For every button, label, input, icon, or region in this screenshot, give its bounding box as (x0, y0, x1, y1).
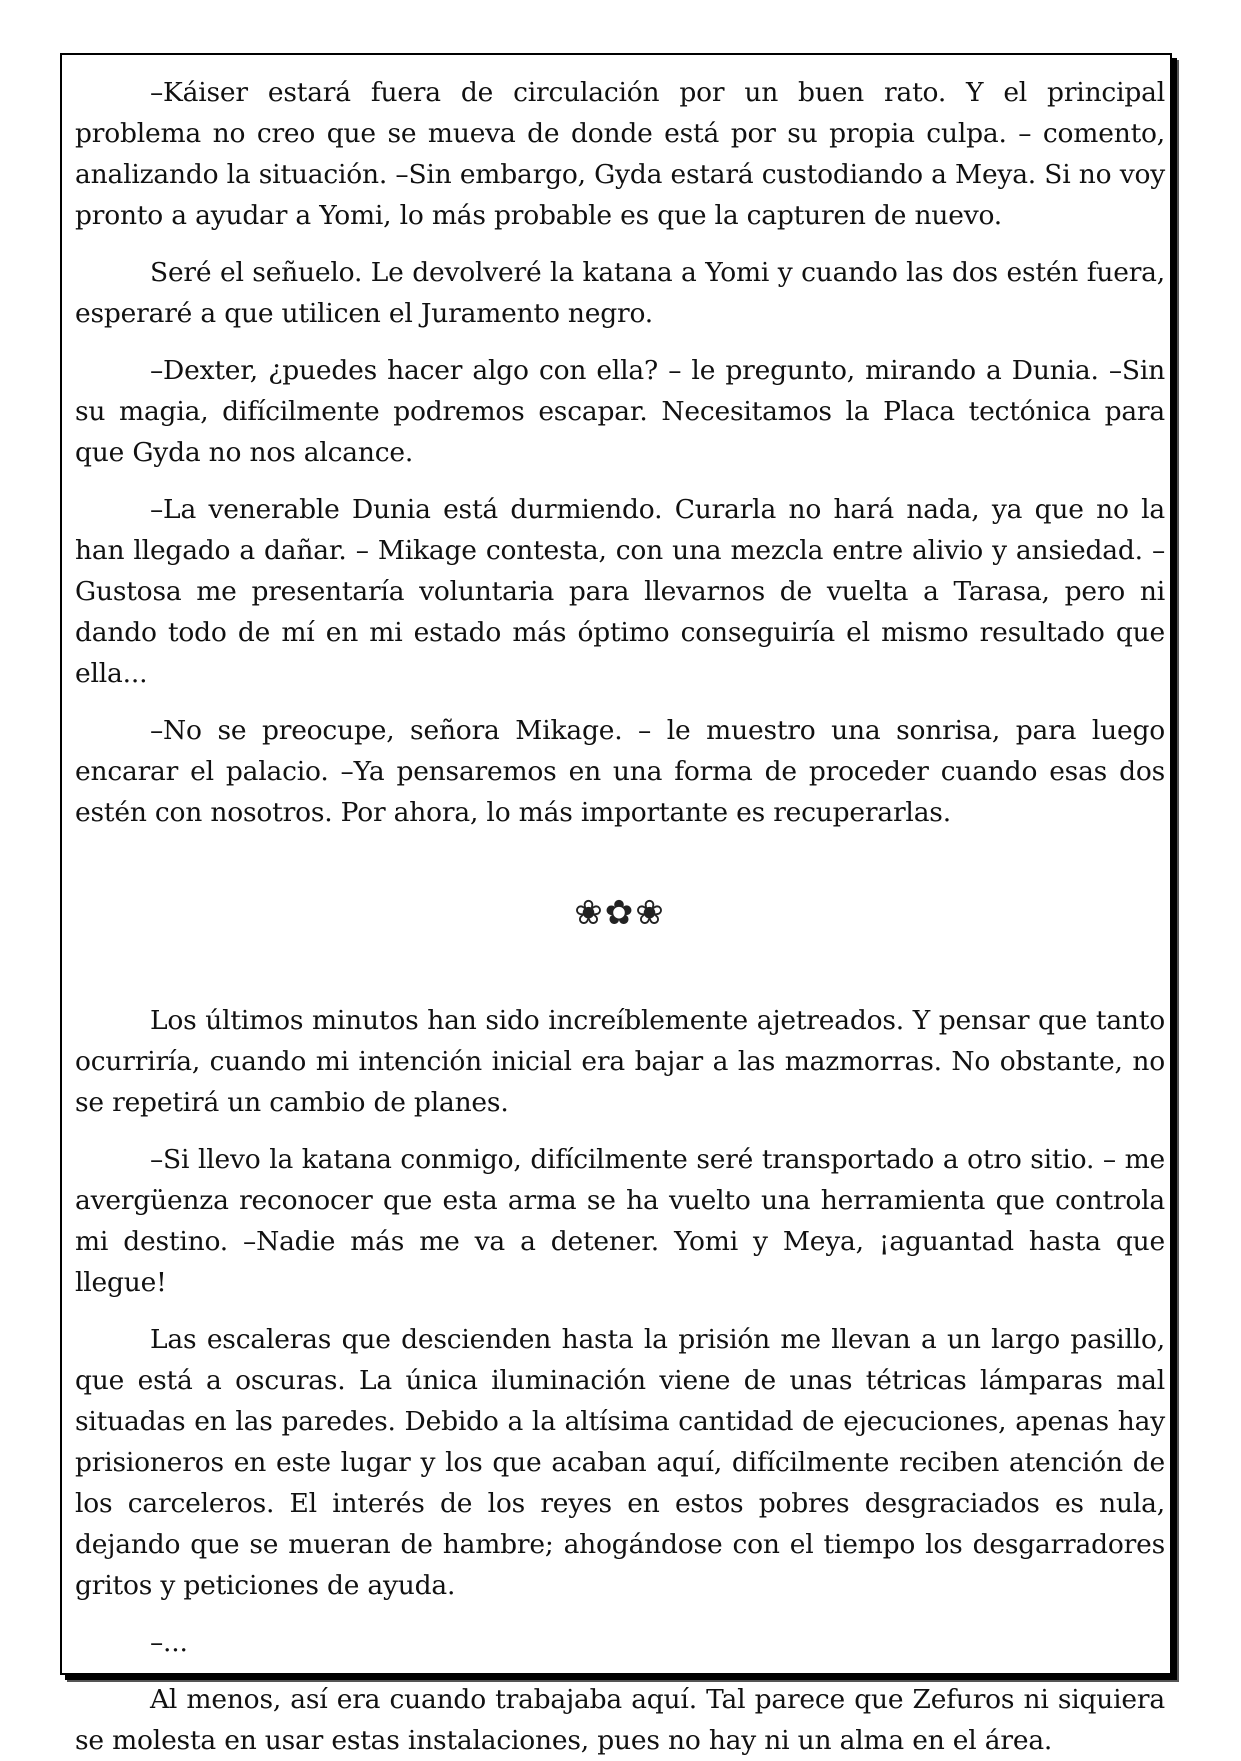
page-text-body (75, 72, 1165, 1761)
paragraph: Al menos, así era cuando trabajaba aquí. Tal parece que Zefuros ni siquiera se molesta en usar estas instalaciones, pues no hay ni un alma en el área. (75, 1684, 1165, 1756)
paragraph: Los últimos minutos han sido increíblemente ajetreados. Y pensar que tanto ocurriría, cuando mi intención inicial era bajar a las mazmorras. No obstante, no se repetirá un cambio de planes. (75, 1005, 1165, 1118)
paragraph: –No se preocupe, señora Mikage. – le muestro una sonrisa, para luego encarar el palacio. –Ya pensaremos en una forma de proceder cuando esas dos estén con nosotros. Por ahora, lo más importante es recuperarlas. (75, 715, 1165, 828)
paragraph: –Dexter, ¿puedes hacer algo con ella? – le pregunto, mirando a Dunia. –Sin su magia, difícilmente podremos escapar. Necesitamos la Placa tectónica para que Gyda no nos alcance. (75, 355, 1165, 468)
scene-break-ornament: ❀✿❀ (574, 893, 666, 933)
paragraph: –La venerable Dunia está durmiendo. Curarla no hará nada, ya que no la han llegado a dañar. – Mikage contesta, con una mezcla entre alivio y ansiedad. –Gustosa me presentaría voluntaria para llevarnos de vuelta a Tarasa, pero ni dando todo de mí en mi estado más óptimo conseguiría el mismo resultado que ella... (75, 494, 1165, 689)
paragraph: –Káiser estará fuera de circulación por un buen rato. Y el principal problema no creo que se mueva de donde está por su propia culpa. – comento, analizando la situación. –Sin embargo, Gyda estará custodiando a Meya. Si no voy pronto a ayudar a Yomi, lo más probable es que la capturen de nuevo. (75, 77, 1165, 231)
paragraph: Las escaleras que descienden hasta la prisión me llevan a un largo pasillo, que está a oscuras. La única iluminación viene de unas tétricas lámparas mal situadas en las paredes. Debido a la altísima cantidad de ejecuciones, apenas hay prisioneros en este lugar y los que acaban aquí, difícilmente reciben atención de los carceleros. El interés de los reyes en estos pobres desgraciados es nula, dejando que se mueran de hambre; ahogándose con el tiempo los desgarradores gritos y peticiones de ayuda. (75, 1324, 1165, 1601)
paragraph: –... (150, 1627, 188, 1658)
paragraph: Seré el señuelo. Le devolveré la katana a Yomi y cuando las dos estén fuera, esperaré a que utilicen el Juramento negro. (75, 257, 1165, 329)
paragraph: –Si llevo la katana conmigo, difícilmente seré transportado a otro sitio. – me avergüenza reconocer que esta arma se ha vuelto una herramienta que controla mi destino. –Nadie más me va a detener. Yomi y Meya, ¡aguantad hasta que llegue! (75, 1144, 1165, 1298)
